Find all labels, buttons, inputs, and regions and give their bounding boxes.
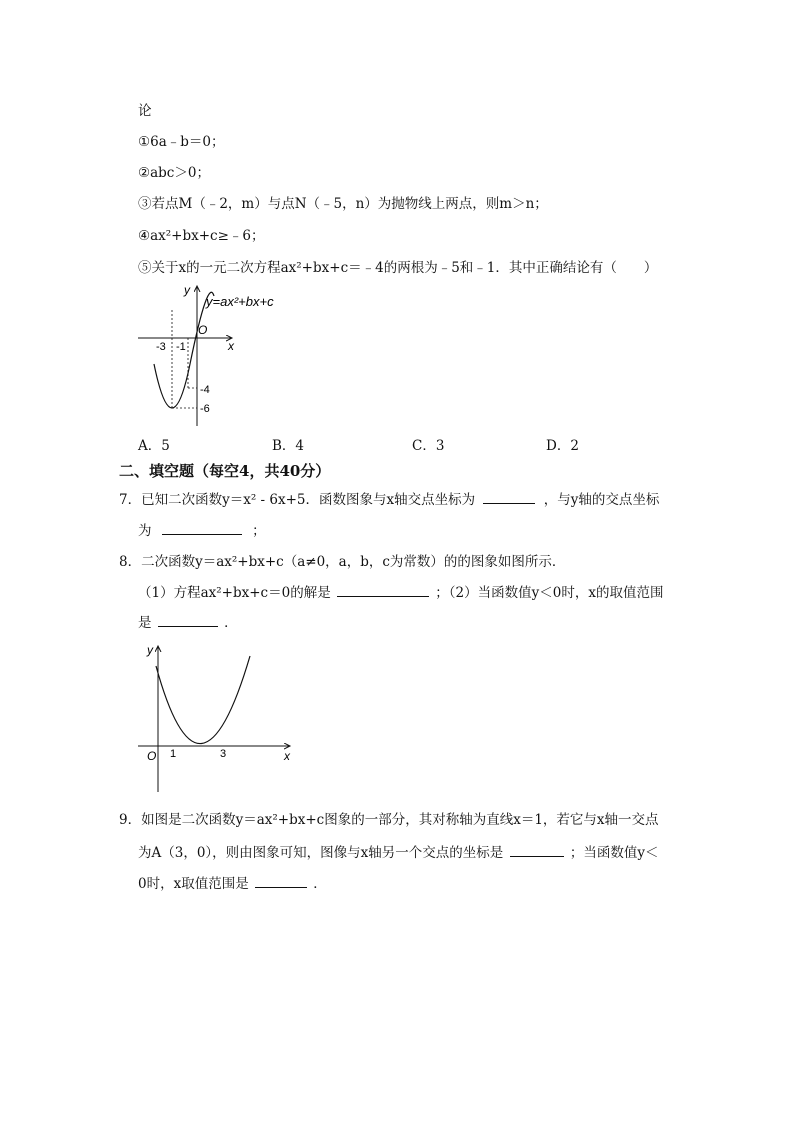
q8-parabola-curve (156, 656, 250, 744)
q8-tick-3: 3 (220, 748, 227, 760)
q6-parabola-graph (130, 280, 290, 430)
section-2-title: 二、填空题（每空4，共40分） (119, 462, 331, 480)
q8-blank-range[interactable] (158, 612, 218, 627)
q8-text-c: 是 (138, 615, 152, 631)
q6-origin-label: O (198, 323, 208, 337)
q6-tick-minus1: -1 (176, 341, 186, 353)
q7-text-a: 7．已知二次函数y＝x² - 6x+5．函数图象与x轴交点坐标为 (119, 492, 476, 508)
q6-option-b: B．4 (272, 438, 305, 454)
q6-option-d: D．2 (546, 438, 579, 454)
q6-statement-3: ③若点M（﹣2，m）与点N（﹣5，n）为抛物线上两点，则m＞n； (138, 196, 548, 212)
q6-tick-minus3: -3 (156, 341, 166, 353)
q8-blank-roots[interactable] (337, 582, 429, 597)
q8-origin-label: O (147, 749, 157, 763)
q8-line-2 (138, 582, 663, 603)
q9-text-b: ；当函数值y＜ (569, 845, 659, 861)
q7-line-1 (119, 489, 659, 510)
q8-line-3 (138, 612, 238, 633)
q8-tick-1: 1 (170, 748, 177, 760)
q9-blank-range[interactable] (255, 873, 307, 888)
q9-text-d: ． (313, 876, 327, 892)
q9-line-2 (138, 842, 659, 863)
q6-equation-label: y=ax²+bx+c (206, 294, 274, 309)
q6-lead: 论 (138, 103, 152, 119)
q7-text-c: 为 (138, 523, 152, 539)
q8-x-axis-label: x (284, 749, 290, 763)
q6-y-axis-label: y (184, 283, 190, 297)
q7-line-2 (138, 520, 266, 541)
q6-statement-5: ⑤关于x的一元二次方程ax²+bx+c＝﹣4的两根为﹣5和﹣1．其中正确结论有（ ） (138, 260, 658, 276)
q9-text-a: 为A（3，0），则由图象可知，图像与x轴另一个交点的坐标是 (138, 845, 504, 861)
q8-parabola-graph (138, 640, 308, 796)
q7-text-d: ； (252, 523, 266, 539)
q7-blank-x-intercepts[interactable] (483, 489, 535, 504)
q6-tick-minus4: -4 (200, 384, 210, 396)
q7-text-b: ，与y轴的交点坐标 (543, 492, 660, 508)
q8-text-b: ；（2）当函数值y＜0时，x的取值范围 (435, 585, 664, 601)
q7-blank-y-intercept[interactable] (162, 520, 242, 535)
q9-line-1: 9．如图是二次函数y＝ax²+bx+c图象的一部分，其对称轴为直线x＝1，若它与x轴一交点 (119, 812, 659, 828)
q6-option-c: C．3 (412, 438, 445, 454)
q9-text-c: 0时，x取值范围是 (138, 876, 249, 892)
q8-y-axis-label: y (147, 643, 153, 657)
q6-tick-minus6: -6 (200, 403, 210, 415)
q8-line-1: 8．二次函数y＝ax²+bx+c（a≠0，a，b，c为常数）的的图象如图所示． (119, 554, 566, 570)
q8-text-d: ． (224, 615, 238, 631)
q6-option-a: A．5 (138, 438, 170, 454)
q6-statement-1: ①6a﹣b＝0； (138, 134, 225, 150)
q6-statement-2: ②abc＞0； (138, 165, 210, 181)
q6-statement-4: ④ax²+bx+c≥﹣6； (138, 228, 265, 244)
q9-blank-other-root[interactable] (510, 842, 564, 857)
q8-text-a: （1）方程ax²+bx+c＝0的解是 (138, 585, 331, 601)
q6-x-axis-label: x (228, 339, 234, 353)
q9-line-3 (138, 873, 327, 894)
